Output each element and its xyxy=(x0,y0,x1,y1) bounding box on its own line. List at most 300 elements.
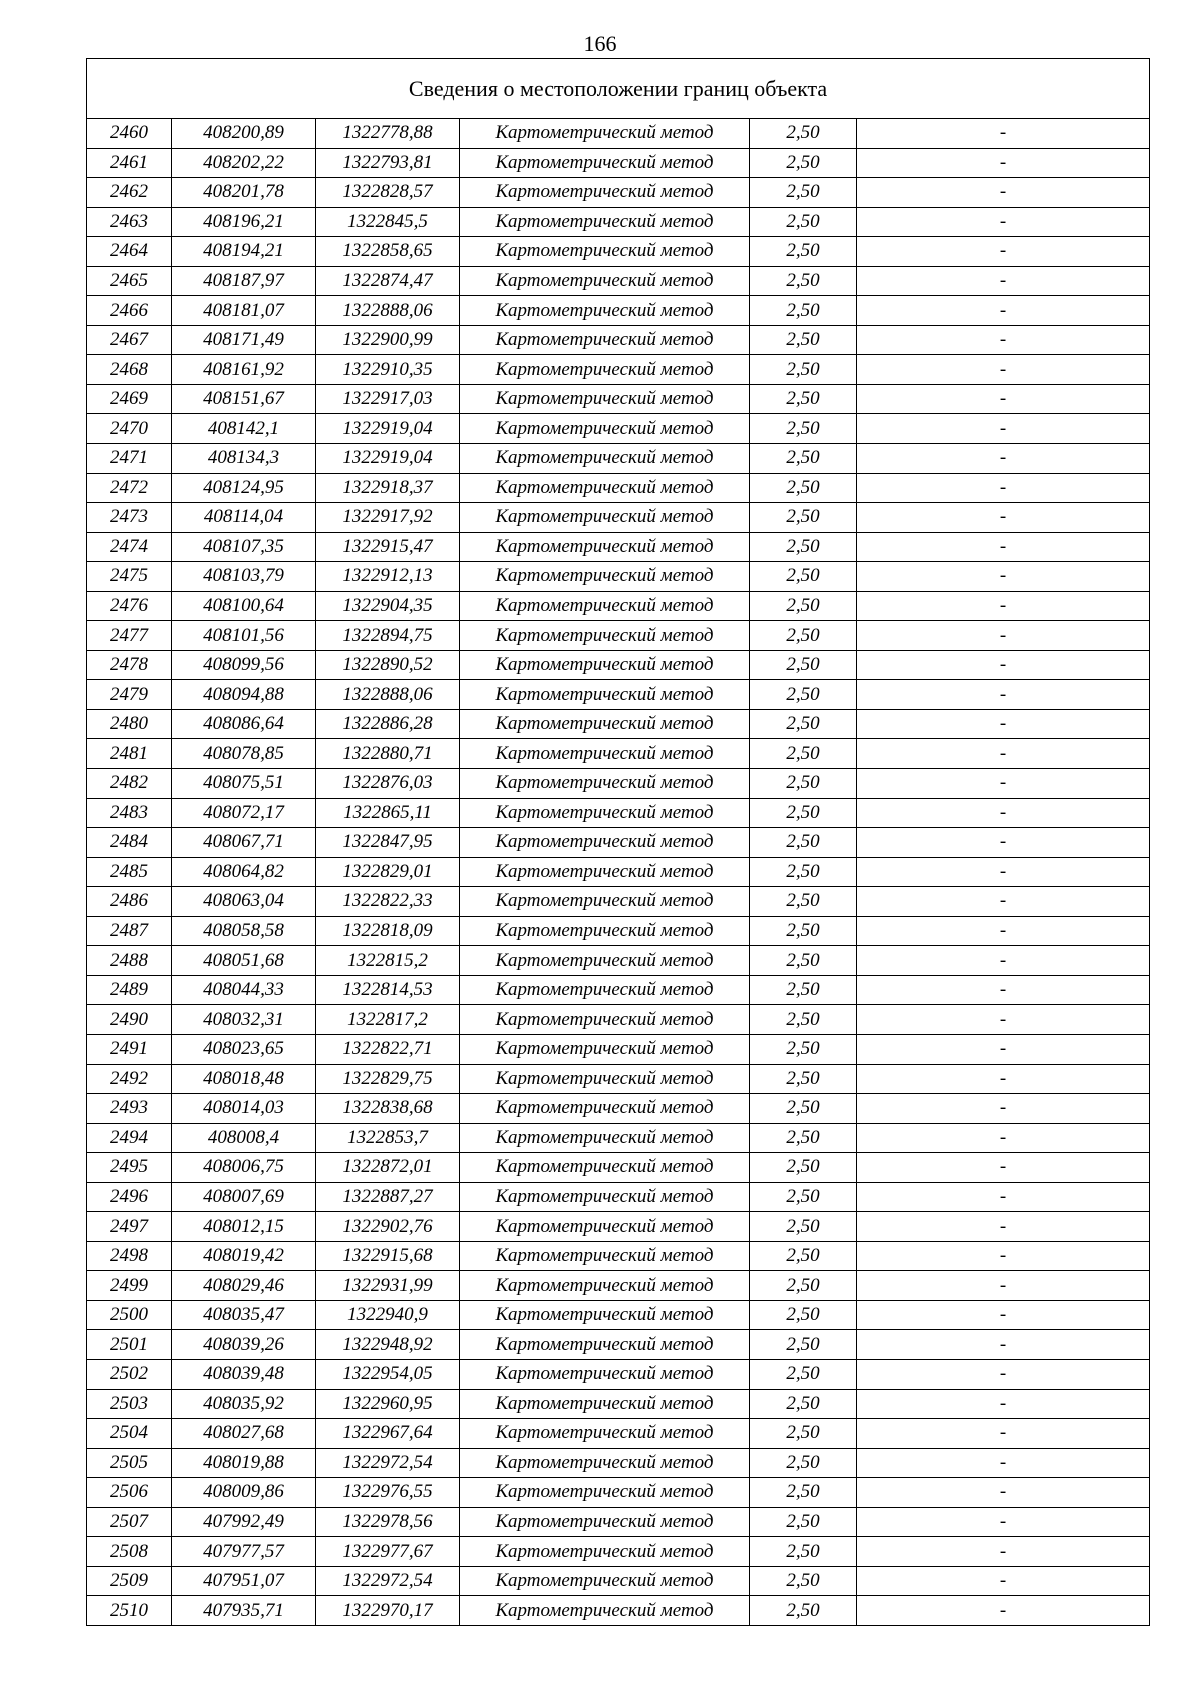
y-coordinate-cell: 1322815,2 xyxy=(316,946,460,976)
point-number-cell: 2492 xyxy=(87,1064,172,1094)
y-coordinate-cell: 1322814,53 xyxy=(316,975,460,1005)
method-cell: Картометрический метод xyxy=(460,1094,750,1124)
method-cell: Картометрический метод xyxy=(460,207,750,237)
description-cell: - xyxy=(857,798,1150,828)
accuracy-cell: 2,50 xyxy=(750,207,857,237)
table-row xyxy=(87,769,1150,799)
table-row xyxy=(87,621,1150,651)
method-cell: Картометрический метод xyxy=(460,1182,750,1212)
point-number-cell: 2498 xyxy=(87,1241,172,1271)
accuracy-cell: 2,50 xyxy=(750,1300,857,1330)
table-row xyxy=(87,148,1150,178)
description-cell: - xyxy=(857,148,1150,178)
table-row xyxy=(87,798,1150,828)
point-number-cell: 2460 xyxy=(87,119,172,149)
x-coordinate-cell: 408196,21 xyxy=(172,207,316,237)
x-coordinate-cell: 408181,07 xyxy=(172,296,316,326)
method-cell: Картометрический метод xyxy=(460,178,750,208)
y-coordinate-cell: 1322972,54 xyxy=(316,1566,460,1596)
description-cell: - xyxy=(857,857,1150,887)
x-coordinate-cell: 408187,97 xyxy=(172,266,316,296)
point-number-cell: 2489 xyxy=(87,975,172,1005)
description-cell: - xyxy=(857,650,1150,680)
method-cell: Картометрический метод xyxy=(460,266,750,296)
method-cell: Картометрический метод xyxy=(460,828,750,858)
accuracy-cell: 2,50 xyxy=(750,1005,857,1035)
table-row xyxy=(87,562,1150,592)
y-coordinate-cell: 1322900,99 xyxy=(316,325,460,355)
y-coordinate-cell: 1322894,75 xyxy=(316,621,460,651)
accuracy-cell: 2,50 xyxy=(750,1537,857,1567)
y-coordinate-cell: 1322918,37 xyxy=(316,473,460,503)
table-row xyxy=(87,266,1150,296)
y-coordinate-cell: 1322822,71 xyxy=(316,1034,460,1064)
method-cell: Картометрический метод xyxy=(460,1419,750,1449)
x-coordinate-cell: 408032,31 xyxy=(172,1005,316,1035)
table-row xyxy=(87,1241,1150,1271)
accuracy-cell: 2,50 xyxy=(750,1153,857,1183)
point-number-cell: 2478 xyxy=(87,650,172,680)
y-coordinate-cell: 1322954,05 xyxy=(316,1359,460,1389)
y-coordinate-cell: 1322976,55 xyxy=(316,1478,460,1508)
table-row xyxy=(87,207,1150,237)
method-cell: Картометрический метод xyxy=(460,1271,750,1301)
point-number-cell: 2472 xyxy=(87,473,172,503)
accuracy-cell: 2,50 xyxy=(750,709,857,739)
accuracy-cell: 2,50 xyxy=(750,975,857,1005)
x-coordinate-cell: 408114,04 xyxy=(172,503,316,533)
y-coordinate-cell: 1322880,71 xyxy=(316,739,460,769)
method-cell: Картометрический метод xyxy=(460,473,750,503)
point-number-cell: 2509 xyxy=(87,1566,172,1596)
x-coordinate-cell: 408124,95 xyxy=(172,473,316,503)
y-coordinate-cell: 1322978,56 xyxy=(316,1507,460,1537)
point-number-cell: 2503 xyxy=(87,1389,172,1419)
table-row xyxy=(87,1448,1150,1478)
accuracy-cell: 2,50 xyxy=(750,916,857,946)
method-cell: Картометрический метод xyxy=(460,1566,750,1596)
method-cell: Картометрический метод xyxy=(460,414,750,444)
accuracy-cell: 2,50 xyxy=(750,1094,857,1124)
method-cell: Картометрический метод xyxy=(460,1448,750,1478)
y-coordinate-cell: 1322886,28 xyxy=(316,709,460,739)
method-cell: Картометрический метод xyxy=(460,916,750,946)
x-coordinate-cell: 408202,22 xyxy=(172,148,316,178)
method-cell: Картометрический метод xyxy=(460,1153,750,1183)
y-coordinate-cell: 1322838,68 xyxy=(316,1094,460,1124)
accuracy-cell: 2,50 xyxy=(750,355,857,385)
x-coordinate-cell: 408100,64 xyxy=(172,591,316,621)
y-coordinate-cell: 1322845,5 xyxy=(316,207,460,237)
method-cell: Картометрический метод xyxy=(460,1478,750,1508)
point-number-cell: 2476 xyxy=(87,591,172,621)
accuracy-cell: 2,50 xyxy=(750,591,857,621)
accuracy-cell: 2,50 xyxy=(750,296,857,326)
accuracy-cell: 2,50 xyxy=(750,946,857,976)
method-cell: Картометрический метод xyxy=(460,769,750,799)
point-number-cell: 2486 xyxy=(87,887,172,917)
point-number-cell: 2496 xyxy=(87,1182,172,1212)
table-row xyxy=(87,680,1150,710)
method-cell: Картометрический метод xyxy=(460,680,750,710)
description-cell: - xyxy=(857,1419,1150,1449)
accuracy-cell: 2,50 xyxy=(750,1330,857,1360)
point-number-cell: 2482 xyxy=(87,769,172,799)
x-coordinate-cell: 408027,68 xyxy=(172,1419,316,1449)
description-cell: - xyxy=(857,325,1150,355)
table-row xyxy=(87,709,1150,739)
accuracy-cell: 2,50 xyxy=(750,828,857,858)
method-cell: Картометрический метод xyxy=(460,1537,750,1567)
table-row xyxy=(87,1478,1150,1508)
point-number-cell: 2477 xyxy=(87,621,172,651)
x-coordinate-cell: 408142,1 xyxy=(172,414,316,444)
x-coordinate-cell: 408134,3 xyxy=(172,444,316,474)
y-coordinate-cell: 1322829,75 xyxy=(316,1064,460,1094)
point-number-cell: 2468 xyxy=(87,355,172,385)
table-row xyxy=(87,975,1150,1005)
point-number-cell: 2497 xyxy=(87,1212,172,1242)
accuracy-cell: 2,50 xyxy=(750,473,857,503)
y-coordinate-cell: 1322817,2 xyxy=(316,1005,460,1035)
accuracy-cell: 2,50 xyxy=(750,532,857,562)
table-row xyxy=(87,444,1150,474)
y-coordinate-cell: 1322904,35 xyxy=(316,591,460,621)
description-cell: - xyxy=(857,1182,1150,1212)
x-coordinate-cell: 408072,17 xyxy=(172,798,316,828)
method-cell: Картометрический метод xyxy=(460,384,750,414)
point-number-cell: 2500 xyxy=(87,1300,172,1330)
accuracy-cell: 2,50 xyxy=(750,1359,857,1389)
description-cell: - xyxy=(857,414,1150,444)
table-row xyxy=(87,119,1150,149)
y-coordinate-cell: 1322778,88 xyxy=(316,119,460,149)
method-cell: Картометрический метод xyxy=(460,1330,750,1360)
point-number-cell: 2471 xyxy=(87,444,172,474)
table-row xyxy=(87,1212,1150,1242)
point-number-cell: 2479 xyxy=(87,680,172,710)
table-row xyxy=(87,325,1150,355)
x-coordinate-cell: 408058,58 xyxy=(172,916,316,946)
description-cell: - xyxy=(857,562,1150,592)
accuracy-cell: 2,50 xyxy=(750,739,857,769)
y-coordinate-cell: 1322960,95 xyxy=(316,1389,460,1419)
table-row xyxy=(87,1153,1150,1183)
accuracy-cell: 2,50 xyxy=(750,384,857,414)
y-coordinate-cell: 1322847,95 xyxy=(316,828,460,858)
x-coordinate-cell: 408078,85 xyxy=(172,739,316,769)
x-coordinate-cell: 408094,88 xyxy=(172,680,316,710)
description-cell: - xyxy=(857,1566,1150,1596)
y-coordinate-cell: 1322912,13 xyxy=(316,562,460,592)
accuracy-cell: 2,50 xyxy=(750,1182,857,1212)
point-number-cell: 2467 xyxy=(87,325,172,355)
accuracy-cell: 2,50 xyxy=(750,1507,857,1537)
description-cell: - xyxy=(857,1389,1150,1419)
point-number-cell: 2506 xyxy=(87,1478,172,1508)
x-coordinate-cell: 408107,35 xyxy=(172,532,316,562)
point-number-cell: 2469 xyxy=(87,384,172,414)
accuracy-cell: 2,50 xyxy=(750,1419,857,1449)
y-coordinate-cell: 1322853,7 xyxy=(316,1123,460,1153)
method-cell: Картометрический метод xyxy=(460,148,750,178)
method-cell: Картометрический метод xyxy=(460,325,750,355)
table-title-row xyxy=(87,59,1150,119)
description-cell: - xyxy=(857,119,1150,149)
accuracy-cell: 2,50 xyxy=(750,1241,857,1271)
y-coordinate-cell: 1322917,92 xyxy=(316,503,460,533)
description-cell: - xyxy=(857,887,1150,917)
x-coordinate-cell: 408161,92 xyxy=(172,355,316,385)
accuracy-cell: 2,50 xyxy=(750,1566,857,1596)
method-cell: Картометрический метод xyxy=(460,532,750,562)
point-number-cell: 2465 xyxy=(87,266,172,296)
point-number-cell: 2495 xyxy=(87,1153,172,1183)
page-number: 166 xyxy=(583,31,617,56)
description-cell: - xyxy=(857,1300,1150,1330)
accuracy-cell: 2,50 xyxy=(750,887,857,917)
method-cell: Картометрический метод xyxy=(460,1212,750,1242)
description-cell: - xyxy=(857,266,1150,296)
point-number-cell: 2481 xyxy=(87,739,172,769)
table-row xyxy=(87,1064,1150,1094)
description-cell: - xyxy=(857,355,1150,385)
y-coordinate-cell: 1322829,01 xyxy=(316,857,460,887)
table-row xyxy=(87,828,1150,858)
x-coordinate-cell: 408101,56 xyxy=(172,621,316,651)
table-row xyxy=(87,355,1150,385)
method-cell: Картометрический метод xyxy=(460,444,750,474)
x-coordinate-cell: 408008,4 xyxy=(172,1123,316,1153)
point-number-cell: 2461 xyxy=(87,148,172,178)
y-coordinate-cell: 1322919,04 xyxy=(316,414,460,444)
table-row xyxy=(87,1005,1150,1035)
description-cell: - xyxy=(857,1153,1150,1183)
y-coordinate-cell: 1322970,17 xyxy=(316,1596,460,1626)
y-coordinate-cell: 1322876,03 xyxy=(316,769,460,799)
table-row xyxy=(87,532,1150,562)
table-row xyxy=(87,650,1150,680)
table-row xyxy=(87,1330,1150,1360)
description-cell: - xyxy=(857,1507,1150,1537)
accuracy-cell: 2,50 xyxy=(750,1478,857,1508)
table-row xyxy=(87,384,1150,414)
method-cell: Картометрический метод xyxy=(460,1507,750,1537)
y-coordinate-cell: 1322967,64 xyxy=(316,1419,460,1449)
method-cell: Картометрический метод xyxy=(460,355,750,385)
y-coordinate-cell: 1322919,04 xyxy=(316,444,460,474)
y-coordinate-cell: 1322940,9 xyxy=(316,1300,460,1330)
y-coordinate-cell: 1322910,35 xyxy=(316,355,460,385)
point-number-cell: 2504 xyxy=(87,1419,172,1449)
table-row xyxy=(87,1094,1150,1124)
point-number-cell: 2463 xyxy=(87,207,172,237)
accuracy-cell: 2,50 xyxy=(750,1034,857,1064)
method-cell: Картометрический метод xyxy=(460,296,750,326)
method-cell: Картометрический метод xyxy=(460,1389,750,1419)
description-cell: - xyxy=(857,591,1150,621)
point-number-cell: 2480 xyxy=(87,709,172,739)
description-cell: - xyxy=(857,1005,1150,1035)
y-coordinate-cell: 1322931,99 xyxy=(316,1271,460,1301)
method-cell: Картометрический метод xyxy=(460,591,750,621)
accuracy-cell: 2,50 xyxy=(750,503,857,533)
y-coordinate-cell: 1322915,68 xyxy=(316,1241,460,1271)
accuracy-cell: 2,50 xyxy=(750,680,857,710)
x-coordinate-cell: 408007,69 xyxy=(172,1182,316,1212)
x-coordinate-cell: 408171,49 xyxy=(172,325,316,355)
table-row xyxy=(87,473,1150,503)
table-row xyxy=(87,1359,1150,1389)
accuracy-cell: 2,50 xyxy=(750,1271,857,1301)
x-coordinate-cell: 408194,21 xyxy=(172,237,316,267)
point-number-cell: 2484 xyxy=(87,828,172,858)
description-cell: - xyxy=(857,1330,1150,1360)
table-row xyxy=(87,946,1150,976)
accuracy-cell: 2,50 xyxy=(750,148,857,178)
x-coordinate-cell: 408099,56 xyxy=(172,650,316,680)
table-row xyxy=(87,1419,1150,1449)
point-number-cell: 2502 xyxy=(87,1359,172,1389)
point-number-cell: 2466 xyxy=(87,296,172,326)
x-coordinate-cell: 408151,67 xyxy=(172,384,316,414)
method-cell: Картометрический метод xyxy=(460,857,750,887)
x-coordinate-cell: 408067,71 xyxy=(172,828,316,858)
table-body xyxy=(87,119,1150,1626)
accuracy-cell: 2,50 xyxy=(750,178,857,208)
method-cell: Картометрический метод xyxy=(460,237,750,267)
x-coordinate-cell: 408035,92 xyxy=(172,1389,316,1419)
table-row xyxy=(87,1507,1150,1537)
y-coordinate-cell: 1322890,52 xyxy=(316,650,460,680)
method-cell: Картометрический метод xyxy=(460,1241,750,1271)
accuracy-cell: 2,50 xyxy=(750,325,857,355)
x-coordinate-cell: 408035,47 xyxy=(172,1300,316,1330)
method-cell: Картометрический метод xyxy=(460,119,750,149)
method-cell: Картометрический метод xyxy=(460,503,750,533)
point-number-cell: 2485 xyxy=(87,857,172,887)
accuracy-cell: 2,50 xyxy=(750,769,857,799)
method-cell: Картометрический метод xyxy=(460,946,750,976)
point-number-cell: 2487 xyxy=(87,916,172,946)
table-row xyxy=(87,916,1150,946)
table-row xyxy=(87,178,1150,208)
method-cell: Картометрический метод xyxy=(460,975,750,1005)
description-cell: - xyxy=(857,621,1150,651)
method-cell: Картометрический метод xyxy=(460,650,750,680)
x-coordinate-cell: 408019,88 xyxy=(172,1448,316,1478)
x-coordinate-cell: 408039,48 xyxy=(172,1359,316,1389)
table-row xyxy=(87,1300,1150,1330)
table-row xyxy=(87,1596,1150,1626)
y-coordinate-cell: 1322874,47 xyxy=(316,266,460,296)
x-coordinate-cell: 407951,07 xyxy=(172,1566,316,1596)
y-coordinate-cell: 1322915,47 xyxy=(316,532,460,562)
accuracy-cell: 2,50 xyxy=(750,266,857,296)
x-coordinate-cell: 408019,42 xyxy=(172,1241,316,1271)
point-number-cell: 2493 xyxy=(87,1094,172,1124)
x-coordinate-cell: 408063,04 xyxy=(172,887,316,917)
accuracy-cell: 2,50 xyxy=(750,562,857,592)
table-row xyxy=(87,1182,1150,1212)
x-coordinate-cell: 407992,49 xyxy=(172,1507,316,1537)
x-coordinate-cell: 408051,68 xyxy=(172,946,316,976)
x-coordinate-cell: 407935,71 xyxy=(172,1596,316,1626)
point-number-cell: 2464 xyxy=(87,237,172,267)
y-coordinate-cell: 1322793,81 xyxy=(316,148,460,178)
description-cell: - xyxy=(857,503,1150,533)
method-cell: Картометрический метод xyxy=(460,562,750,592)
method-cell: Картометрический метод xyxy=(460,1005,750,1035)
x-coordinate-cell: 408009,86 xyxy=(172,1478,316,1508)
table-row xyxy=(87,296,1150,326)
method-cell: Картометрический метод xyxy=(460,1034,750,1064)
point-number-cell: 2501 xyxy=(87,1330,172,1360)
y-coordinate-cell: 1322872,01 xyxy=(316,1153,460,1183)
point-number-cell: 2490 xyxy=(87,1005,172,1035)
y-coordinate-cell: 1322902,76 xyxy=(316,1212,460,1242)
description-cell: - xyxy=(857,828,1150,858)
description-cell: - xyxy=(857,946,1150,976)
description-cell: - xyxy=(857,207,1150,237)
point-number-cell: 2508 xyxy=(87,1537,172,1567)
y-coordinate-cell: 1322887,27 xyxy=(316,1182,460,1212)
method-cell: Картометрический метод xyxy=(460,739,750,769)
table-row xyxy=(87,1123,1150,1153)
y-coordinate-cell: 1322865,11 xyxy=(316,798,460,828)
point-number-cell: 2505 xyxy=(87,1448,172,1478)
table-row xyxy=(87,1566,1150,1596)
description-cell: - xyxy=(857,1537,1150,1567)
description-cell: - xyxy=(857,1064,1150,1094)
description-cell: - xyxy=(857,1448,1150,1478)
point-number-cell: 2494 xyxy=(87,1123,172,1153)
method-cell: Картометрический метод xyxy=(460,798,750,828)
accuracy-cell: 2,50 xyxy=(750,1596,857,1626)
table-row xyxy=(87,1537,1150,1567)
table-row xyxy=(87,237,1150,267)
y-coordinate-cell: 1322888,06 xyxy=(316,680,460,710)
description-cell: - xyxy=(857,384,1150,414)
x-coordinate-cell: 408014,03 xyxy=(172,1094,316,1124)
y-coordinate-cell: 1322818,09 xyxy=(316,916,460,946)
accuracy-cell: 2,50 xyxy=(750,1212,857,1242)
accuracy-cell: 2,50 xyxy=(750,621,857,651)
point-number-cell: 2499 xyxy=(87,1271,172,1301)
description-cell: - xyxy=(857,1596,1150,1626)
description-cell: - xyxy=(857,1359,1150,1389)
table-row xyxy=(87,739,1150,769)
x-coordinate-cell: 408018,48 xyxy=(172,1064,316,1094)
accuracy-cell: 2,50 xyxy=(750,237,857,267)
method-cell: Картометрический метод xyxy=(460,1359,750,1389)
y-coordinate-cell: 1322972,54 xyxy=(316,1448,460,1478)
description-cell: - xyxy=(857,1271,1150,1301)
x-coordinate-cell: 408200,89 xyxy=(172,119,316,149)
y-coordinate-cell: 1322977,67 xyxy=(316,1537,460,1567)
x-coordinate-cell: 408006,75 xyxy=(172,1153,316,1183)
accuracy-cell: 2,50 xyxy=(750,119,857,149)
method-cell: Картометрический метод xyxy=(460,887,750,917)
description-cell: - xyxy=(857,1212,1150,1242)
accuracy-cell: 2,50 xyxy=(750,857,857,887)
description-cell: - xyxy=(857,916,1150,946)
description-cell: - xyxy=(857,1094,1150,1124)
description-cell: - xyxy=(857,1478,1150,1508)
table-row xyxy=(87,503,1150,533)
method-cell: Картометрический метод xyxy=(460,1064,750,1094)
description-cell: - xyxy=(857,532,1150,562)
